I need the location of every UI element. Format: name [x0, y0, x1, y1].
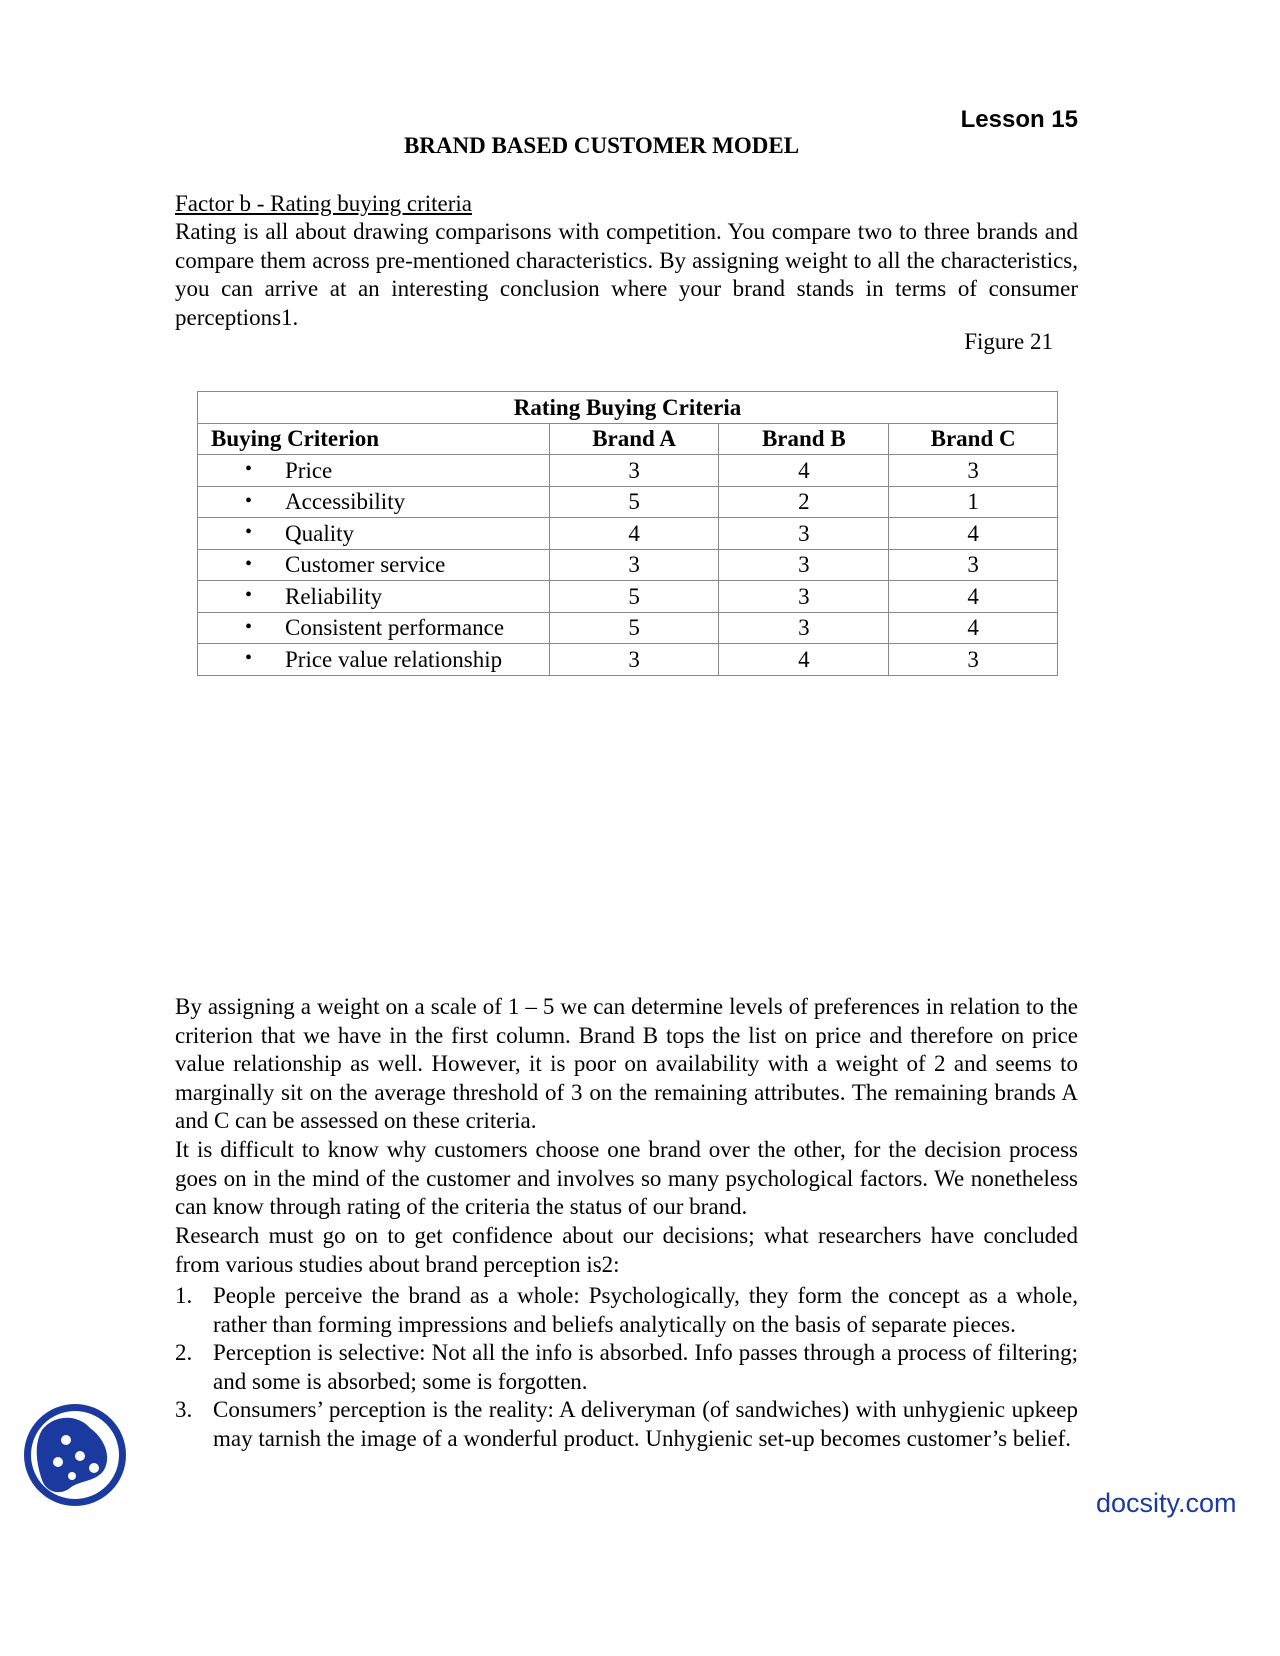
brand-a-value: 3	[549, 549, 719, 581]
bullet-icon: •	[245, 584, 253, 606]
lesson-label: Lesson 15	[960, 106, 1078, 133]
bullet-icon: •	[245, 458, 253, 480]
list-item	[175, 1339, 1078, 1396]
header-brand-a: Brand A	[549, 423, 719, 455]
brand-a-value: 5	[549, 581, 719, 613]
table-caption-row	[198, 392, 1058, 424]
header-criterion: Buying Criterion	[198, 423, 550, 455]
brand-c-value: 3	[889, 455, 1058, 487]
bullet-icon: •	[245, 552, 253, 575]
brand-c-value: 3	[889, 644, 1058, 676]
intro-paragraph: Rating is all about drawing comparisons with competition. You compare two to three brands and compare them across pre-mentioned characteristics. By assigning weight to all the characteristics, you can arrive at an interesting conclusion where your brand stands in terms of consumer perceptions1.	[175, 219, 1078, 330]
brand-a-value: 3	[549, 455, 719, 487]
brand-c-value: 3	[889, 549, 1058, 581]
header-brand-b: Brand B	[719, 423, 889, 455]
body-paragraph-2: It is difficult to know why customers choose one brand over the other, for the decision process goes on in the mind of the customer and involves so many psychological factors. We nonetheless can know through rating of the criteria the status of our brand.	[175, 1137, 1078, 1220]
brand-a-value: 5	[549, 486, 719, 518]
criterion-label: Price value relationship	[285, 646, 503, 672]
criterion-cell	[198, 581, 550, 613]
list-text: People perceive the brand as a whole: Psychologically, they form the concept as a whole, rather than forming impressions and beliefs analytically on the basis of separate pieces.	[213, 1283, 1078, 1337]
table-row	[198, 644, 1058, 676]
table-row	[198, 455, 1058, 487]
header-brand-c: Brand C	[889, 423, 1058, 455]
criterion-label: Price	[285, 457, 333, 483]
brand-c-value: 1	[889, 486, 1058, 518]
table-row	[198, 518, 1058, 550]
criterion-cell	[198, 644, 550, 676]
criterion-cell	[198, 486, 550, 518]
brand-c-value: 4	[889, 612, 1058, 644]
list-text: Consumers’ perception is the reality: A deliveryman (of sandwiches) with unhygienic upkeep may tarnish the image of a wonderful product. Unhygienic set-up becomes customer’s belief.	[213, 1397, 1078, 1451]
bullet-icon: •	[245, 489, 253, 512]
bullet-icon: •	[245, 615, 253, 638]
criterion-cell	[198, 549, 550, 581]
table-row	[198, 581, 1058, 613]
rating-table	[197, 391, 1058, 676]
table-row	[198, 549, 1058, 581]
brand-a-value: 3	[549, 644, 719, 676]
criterion-label: Consistent performance	[285, 615, 505, 641]
brand-c-value: 4	[889, 518, 1058, 550]
list-number: 3.	[175, 1397, 193, 1423]
brand-a-value: 4	[549, 518, 719, 550]
criterion-label: Accessibility	[285, 489, 406, 515]
criterion-label: Quality	[285, 520, 354, 546]
brand-b-value: 3	[719, 518, 889, 550]
docsity-logo-icon[interactable]	[20, 1400, 130, 1510]
brand-c-value: 4	[889, 581, 1058, 613]
brand-b-value: 4	[719, 644, 889, 676]
table-row	[198, 486, 1058, 518]
list-number: 1.	[175, 1283, 193, 1308]
list-item	[175, 1396, 1078, 1453]
criterion-cell	[198, 455, 550, 487]
brand-b-value: 2	[719, 486, 889, 518]
brand-b-value: 3	[719, 581, 889, 613]
criterion-cell	[198, 612, 550, 644]
list-item	[175, 1282, 1078, 1339]
perception-list	[175, 1282, 1078, 1454]
list-number: 2.	[175, 1340, 193, 1366]
bullet-icon: •	[245, 521, 253, 543]
brand-b-value: 4	[719, 455, 889, 487]
criterion-label: Customer service	[285, 552, 446, 578]
section-heading: Factor b - Rating buying criteria	[175, 191, 473, 216]
list-text: Perception is selective: Not all the info is absorbed. Info passes through a process of filtering; and some is absorbed; some is forgotten.	[213, 1340, 1078, 1394]
figure-label: Figure 21	[964, 329, 1053, 354]
table-header-row	[198, 423, 1058, 455]
page-title: BRAND BASED CUSTOMER MODEL	[403, 133, 800, 158]
bullet-icon: •	[245, 647, 253, 669]
brand-a-value: 5	[549, 612, 719, 644]
criterion-label: Reliability	[285, 583, 383, 609]
table-row	[198, 612, 1058, 644]
brand-b-value: 3	[719, 612, 889, 644]
body-paragraph-1: By assigning a weight on a scale of 1 – 5 we can determine levels of preferences in relation to the criterion that we have in the first column. Brand B tops the list on price and therefore on price value relationship as well. However, it is poor on availability with a weight of 2 and seems to marginally sit on the average threshold of 3 on the remaining attributes. The remaining brands A and C can be assessed on these criteria.	[175, 994, 1078, 1134]
docsity-link[interactable]: docsity.com	[1096, 1488, 1237, 1518]
body-paragraph-3: Research must go on to get confidence about our decisions; what researchers have concluded from various studies about brand perception is2:	[175, 1223, 1078, 1277]
table-caption: Rating Buying Criteria	[198, 392, 1058, 424]
brand-b-value: 3	[719, 549, 889, 581]
criterion-cell	[198, 518, 550, 550]
